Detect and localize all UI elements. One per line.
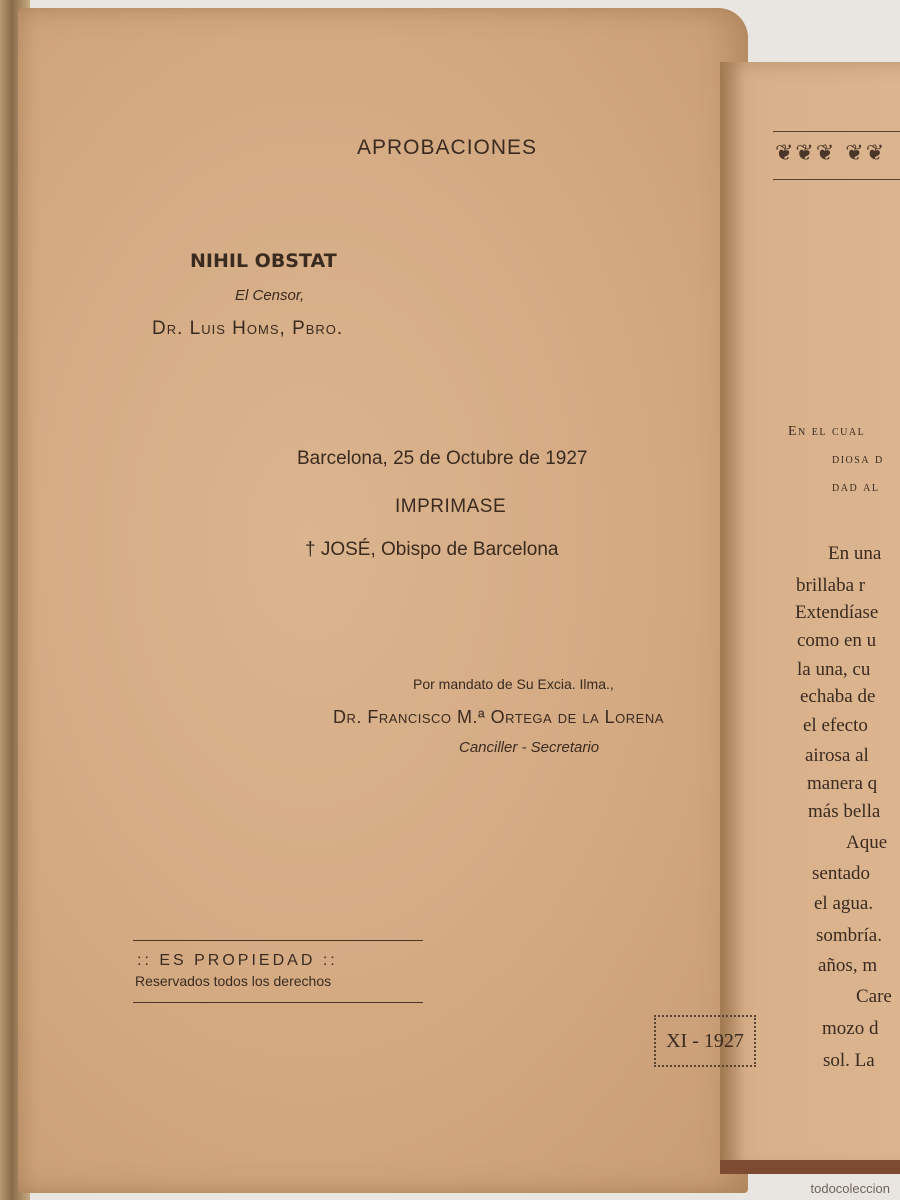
date-line: Barcelona, 25 de Octubre de 1927 [297, 448, 588, 469]
ornament-rule-bottom [773, 179, 900, 180]
page-title: APROBACIONES [357, 136, 538, 159]
right-line: el agua. [814, 893, 874, 914]
right-page-edge [720, 1160, 900, 1174]
secretary-role: Canciller - Secretario [459, 739, 600, 756]
right-line: En una [828, 543, 882, 564]
right-line: sombría. [816, 925, 882, 946]
right-line: manera q [807, 773, 878, 794]
watermark-logo: todocoleccion [810, 1181, 890, 1196]
right-line: En el cual [788, 424, 866, 439]
mandate-line: Por mandato de Su Excia. Ilma., [413, 676, 614, 692]
property-notice [133, 936, 423, 1004]
right-line: sol. La [823, 1050, 875, 1071]
right-line: brillaba r [796, 575, 866, 596]
secretary-name: Dr. Francisco M.ª Ortega de la Lorena [333, 707, 664, 727]
right-line: diosa d [832, 452, 884, 467]
divider [133, 1002, 423, 1003]
right-line: más bella [808, 801, 881, 822]
right-line: como en u [797, 630, 877, 651]
right-line: dad al [832, 480, 880, 495]
stamp-text: XI - 1927 [666, 1029, 744, 1052]
left-page [18, 8, 748, 1193]
nihil-obstat-heading: NIHIL OBSTAT [190, 250, 337, 272]
right-line: echaba de [800, 686, 876, 707]
bishop-line: † JOSÉ, Obispo de Barcelona [305, 539, 559, 560]
floral-ornament-icon: ❦❦❦ ❦❦ [775, 141, 887, 166]
date-stamp [654, 1015, 756, 1067]
right-line: Aque [846, 832, 888, 853]
ornament-rule-top [773, 131, 900, 132]
divider [133, 940, 423, 941]
right-line: el efecto [803, 715, 868, 736]
right-line: mozo d [822, 1018, 879, 1039]
right-line: Extendíase [795, 602, 879, 623]
right-line: airosa al [805, 745, 869, 766]
imprimase-heading: IMPRIMASE [395, 496, 507, 517]
censor-label: El Censor, [235, 287, 305, 304]
right-line: Care [856, 986, 892, 1007]
right-line: años, m [818, 955, 878, 976]
property-title: :: ES PROPIEDAD :: [137, 952, 338, 969]
censor-name: Dr. Luis Homs, Pbro. [152, 318, 344, 339]
right-line: la una, cu [797, 659, 871, 680]
property-subtitle: Reservados todos los derechos [135, 973, 332, 989]
right-line: sentado [812, 863, 871, 884]
